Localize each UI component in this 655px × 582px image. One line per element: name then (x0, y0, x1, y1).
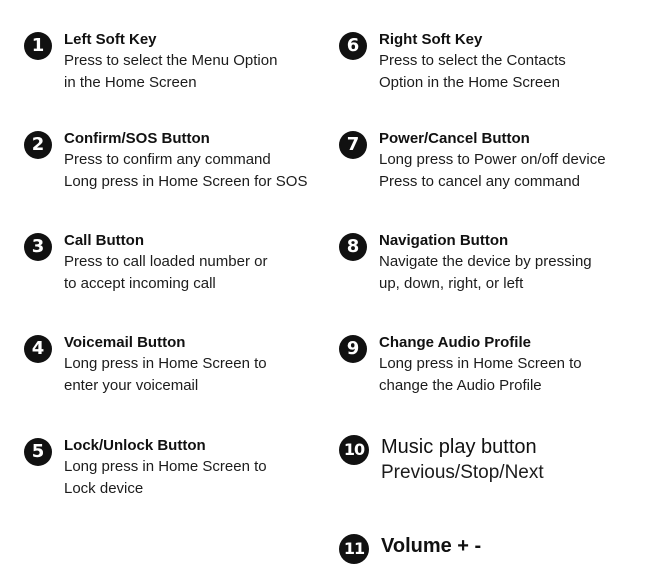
legend-item-change-audio-profile (339, 333, 582, 397)
legend-item-left-soft-key (24, 30, 277, 94)
legend-item-lock-unlock-button (24, 436, 267, 500)
legend-text (379, 30, 566, 94)
legend-desc-line: Navigate the device by pressing (379, 253, 592, 270)
legend-desc-line: Long press in Home Screen to (379, 355, 582, 372)
legend-desc-line: up, down, right, or left (379, 275, 524, 292)
legend-item-power-cancel-button (339, 129, 606, 193)
legend-desc-line: enter your voicemail (64, 377, 199, 394)
number-badge-3: 3 (24, 233, 52, 261)
legend-title: Navigation Button (379, 232, 509, 249)
legend-desc-line: change the Audio Profile (379, 377, 542, 394)
legend-text (381, 533, 481, 559)
legend-item-voicemail-button (24, 333, 267, 397)
legend-item-music-play-button (339, 434, 544, 486)
legend-text (379, 231, 592, 295)
legend-desc-line: Press to call loaded number or (64, 253, 268, 270)
legend-desc-line: Previous/Stop/Next (381, 462, 544, 483)
legend-item-confirm-sos-button (24, 129, 307, 193)
number-badge-5: 5 (24, 438, 52, 466)
legend-title: Power/Cancel Button (379, 130, 530, 147)
number-badge-2: 2 (24, 131, 52, 159)
number-badge-7: 7 (339, 131, 367, 159)
legend-text (379, 129, 606, 193)
number-badge-4: 4 (24, 335, 52, 363)
number-badge-10: 10 (339, 435, 369, 465)
legend-desc-line: Long press in Home Screen to (64, 458, 267, 475)
number-badge-1: 1 (24, 32, 52, 60)
legend-desc-line: Long press in Home Screen for SOS (64, 173, 308, 190)
legend-desc-line: Press to cancel any command (379, 173, 580, 190)
legend-title: Music play button (381, 436, 537, 458)
legend-desc-line: in the Home Screen (64, 74, 197, 91)
legend-desc-line: Press to select the Menu Option (64, 52, 278, 69)
legend-desc-line: Press to select the Contacts (379, 52, 566, 69)
legend-text (381, 434, 544, 486)
number-badge-6: 6 (339, 32, 367, 60)
legend-text (64, 231, 267, 295)
legend-title: Right Soft Key (379, 31, 483, 48)
legend-text (379, 333, 582, 397)
legend-item-volume (339, 533, 481, 564)
legend-title: Lock/Unlock Button (64, 437, 206, 454)
legend-item-navigation-button (339, 231, 592, 295)
number-badge-8: 8 (339, 233, 367, 261)
legend-text (64, 436, 267, 500)
legend-item-call-button (24, 231, 267, 295)
number-badge-11: 11 (339, 534, 369, 564)
legend-text (64, 30, 277, 94)
legend-title: Voicemail Button (64, 334, 186, 351)
legend-desc-line: to accept incoming call (64, 275, 216, 292)
legend-title: Confirm/SOS Button (64, 130, 210, 147)
legend-title: Call Button (64, 232, 144, 249)
legend-text (64, 333, 267, 397)
legend-desc-line: Long press in Home Screen to (64, 355, 267, 372)
legend-desc-line: Option in the Home Screen (379, 74, 560, 91)
number-badge-9: 9 (339, 335, 367, 363)
legend-title: Change Audio Profile (379, 334, 531, 351)
legend-desc-line: Press to confirm any command (64, 151, 271, 168)
legend-desc-line: Long press to Power on/off device (379, 151, 606, 168)
legend-title: Volume + - (381, 535, 482, 557)
legend-text (64, 129, 307, 193)
legend-desc-line: Lock device (64, 480, 144, 497)
legend-title: Left Soft Key (64, 31, 157, 48)
legend-item-right-soft-key (339, 30, 566, 94)
